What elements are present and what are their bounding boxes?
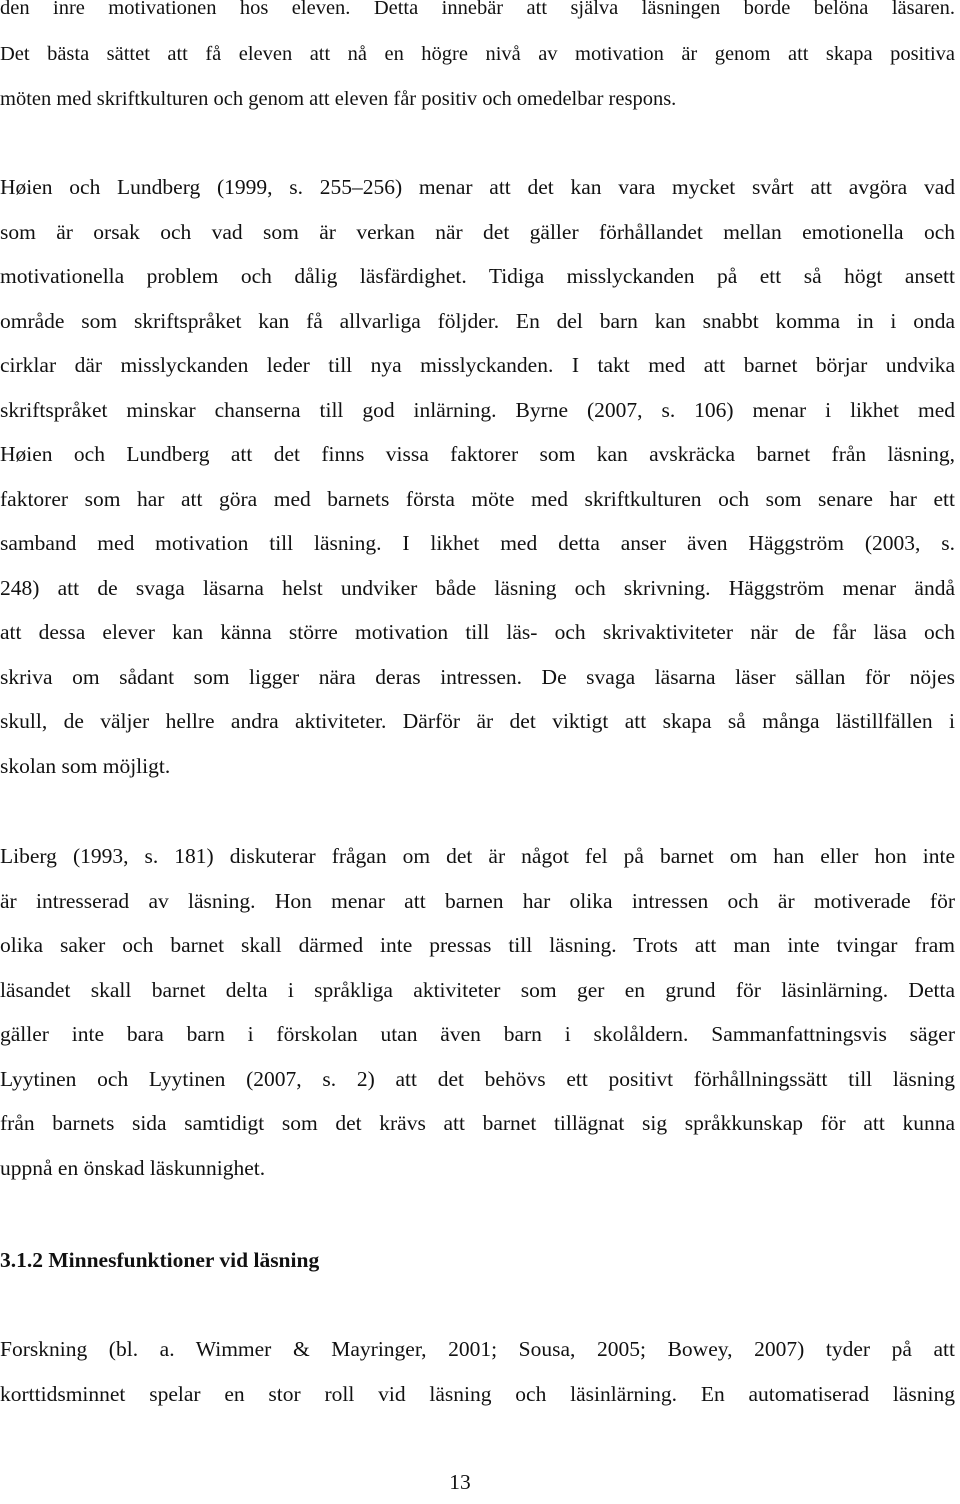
section-paragraph-line-2: korttidsminnet spelar en stor roll vid läsning och läsinlärning. En automatiserad läsning	[0, 1382, 955, 1406]
section-heading: 3.1.2 Minnesfunktioner vid läsning	[0, 1248, 320, 1272]
paragraph-3-line-3: olika saker och barnet skall därmed inte pressas till läsning. Trots att man inte tvingar fram	[0, 933, 955, 957]
paragraph-2-line-7: Høien och Lundberg att det finns vissa faktorer som kan avskräcka barnet från läsning,	[0, 442, 955, 466]
paragraph-3-line-1: Liberg (1993, s. 181) diskuterar frågan om det är något fel på barnet om han eller hon inte	[0, 844, 955, 868]
paragraph-1-line-1: den inre motivationen hos eleven. Detta innebär att själva läsningen borde belöna läsaren.	[0, 0, 955, 19]
paragraph-2-line-6: skriftspråket minskar chanserna till god inlärning. Byrne (2007, s. 106) menar i likhet med	[0, 398, 955, 422]
paragraph-3-line-4: läsandet skall barnet delta i språkliga aktiviteter som ger en grund för läsinlärning. Detta	[0, 978, 955, 1002]
paragraph-2-line-3: motivationella problem och dålig läsfärdighet. Tidiga misslyckanden på ett så högt ansett	[0, 264, 955, 288]
paragraph-2-line-12: skriva om sådant som ligger nära deras intressen. De svaga läsarna läser sällan för nöjes	[0, 665, 955, 689]
paragraph-1-line-3: möten med skriftkulturen och genom att eleven får positiv och omedelbar respons.	[0, 88, 677, 110]
paragraph-2-line-10: 248) att de svaga läsarna helst undviker både läsning och skrivning. Häggström menar ändå	[0, 576, 955, 600]
paragraph-2-line-14: skolan som möjligt.	[0, 754, 171, 778]
section-paragraph-line-1: Forskning (bl. a. Wimmer & Mayringer, 2001; Sousa, 2005; Bowey, 2007) tyder på att	[0, 1337, 955, 1361]
paragraph-2-line-8: faktorer som har att göra med barnets första möte med skriftkulturen och som senare har ett	[0, 487, 955, 511]
paragraph-2-line-4: område som skriftspråket kan få allvarliga följder. En del barn kan snabbt komma in i onda	[0, 309, 955, 333]
paragraph-2-line-9: samband med motivation till läsning. I likhet med detta anser även Häggström (2003, s.	[0, 531, 955, 555]
page-number: 13	[449, 1470, 471, 1494]
paragraph-3-line-8: uppnå en önskad läskunnighet.	[0, 1156, 266, 1180]
paragraph-2-line-11: att dessa elever kan känna större motivation till läs- och skrivaktiviteter när de får läsa och	[0, 620, 955, 644]
paragraph-3-line-6: Lyytinen och Lyytinen (2007, s. 2) att det behövs ett positivt förhållningssätt till läsning	[0, 1067, 955, 1091]
paragraph-2-line-13: skull, de väljer hellre andra aktiviteter. Därför är det viktigt att skapa så många lästillfällen i	[0, 709, 955, 733]
paragraph-3-line-2: är intresserad av läsning. Hon menar att barnen har olika intressen och är motiverade för	[0, 889, 955, 913]
paragraph-2-line-1: Høien och Lundberg (1999, s. 255–256) menar att det kan vara mycket svårt att avgöra vad	[0, 175, 955, 199]
paragraph-3-line-7: från barnets sida samtidigt som det krävs att barnet tillägnat sig språkkunskap för att kunna	[0, 1111, 955, 1135]
paragraph-2-line-5: cirklar där misslyckanden leder till nya misslyckanden. I takt med att barnet börjar undvika	[0, 353, 955, 377]
paragraph-1-line-2: Det bästa sättet att få eleven att nå en högre nivå av motivation är genom att skapa positiva	[0, 43, 955, 65]
paragraph-3-line-5: gäller inte bara barn i förskolan utan även barn i skolåldern. Sammanfattningsvis säger	[0, 1022, 955, 1046]
paragraph-2-line-2: som är orsak och vad som är verkan när det gäller förhållandet mellan emotionella och	[0, 220, 955, 244]
